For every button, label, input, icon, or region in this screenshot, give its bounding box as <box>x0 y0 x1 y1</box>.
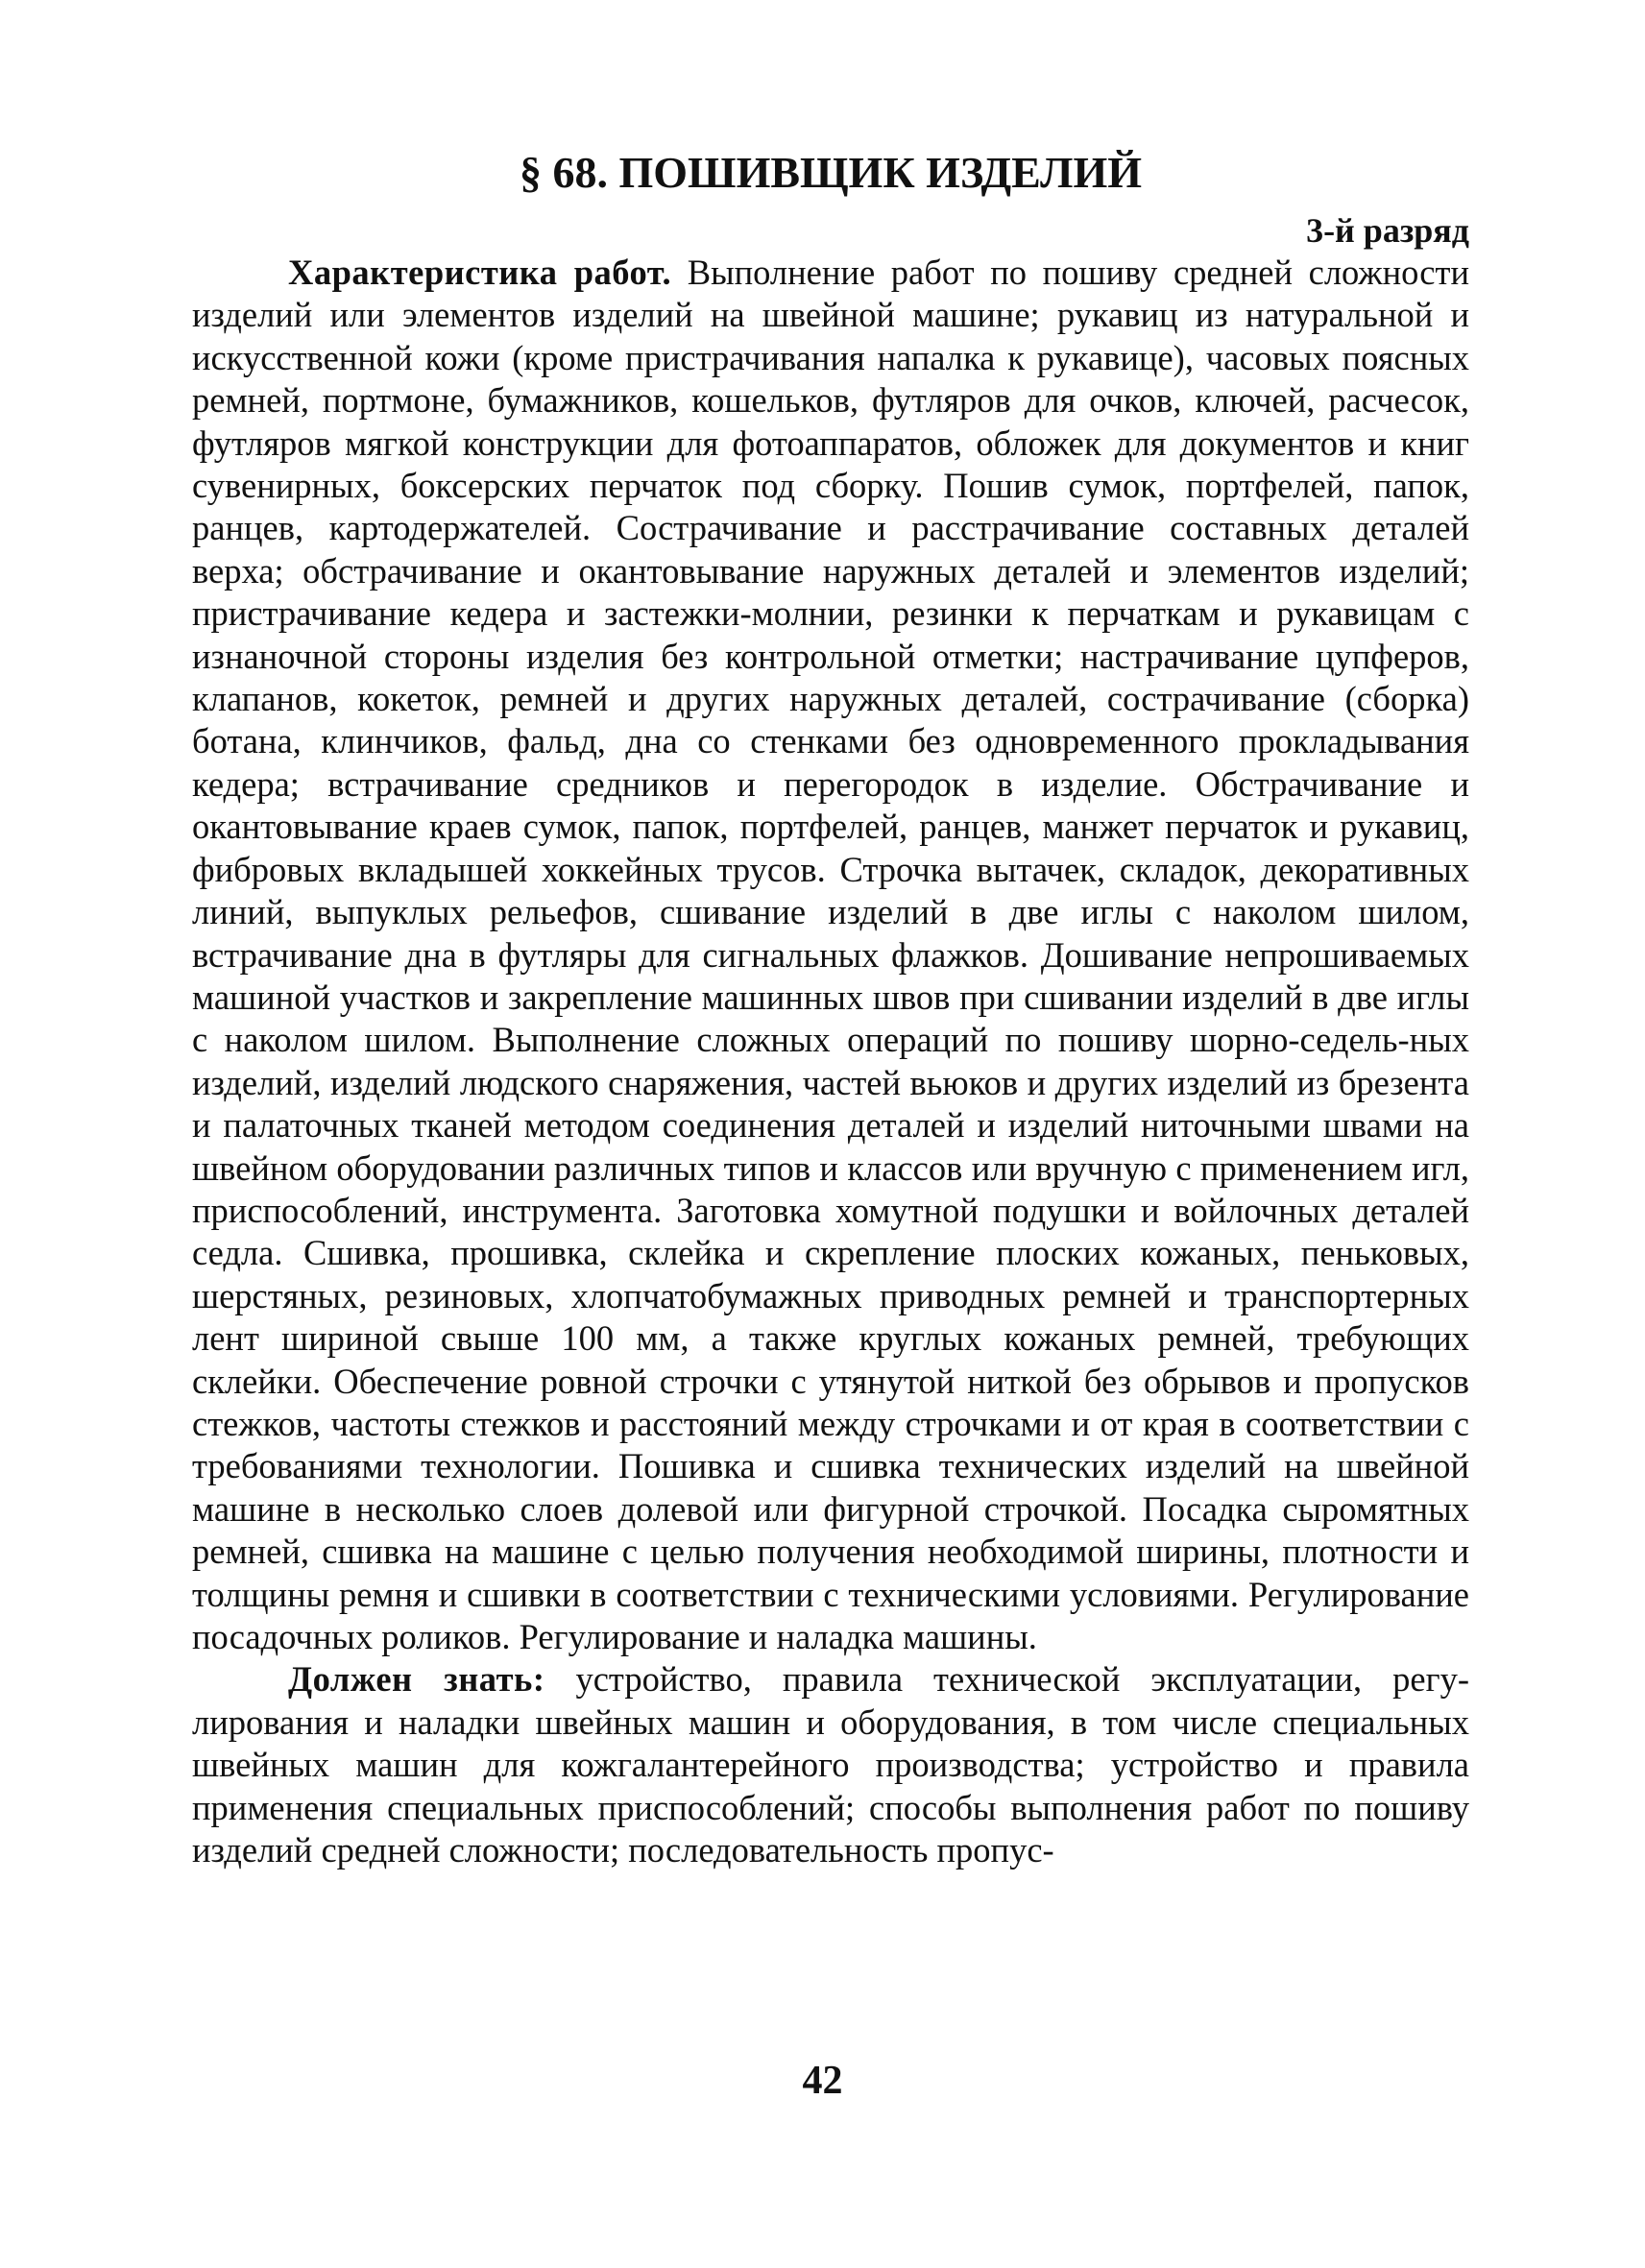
paragraph-text: Выполнение работ по пошиву средней сложности изделий или элементов изделий на швейной машине; рукавиц из натуральной и искусственной кожи (кроме пристрачивания напалка к рукавице), часовых поясных ремней, портмоне, бумажников, кошельков, футляров для очков, ключей, расчесок, футляров мягкой конструкции для фотоаппаратов, обложек для документов и книг сувенирных, боксерских перчаток под сборку. Пошив сумок, портфелей, папок, ранцев, картодержателей. Сострачивание и расстрачивание составных деталей верха; обстрачивание и окантовывание наружных деталей и элементов изделий; пристрачивание кедера и застежки-молнии, резинки к перчаткам и рукавицам с изнаночной стороны изделия без контрольной отметки; настрачивание цупферов, клапанов, кокеток, ремней и других наружных деталей, сострачивание (сборка) ботана, клинчиков, фальд, дна со стенками без одновременного прокладывания кедера; встрачивание средников и перегородок в изделие. Обстрачивание и окантовывание краев сумок, папок, портфелей, ранцев, манжет перчаток и рукавиц, фибровых вкладышей хоккейных трусов. Строчка вытачек, складок, декоративных линий, выпуклых рельефов, сшивание изделий в две иглы с наколом шилом, встрачивание дна в футляры для сигнальных флажков. Дошивание непрошиваемых машиной участков и закрепление машинных швов при сшивании изделий в две иглы с наколом шилом. Выполнение сложных операций по пошиву шорно-седель-ных изделий, изделий людского снаряжения, частей вьюков и других изделий из брезента и палаточных тканей методом соединения деталей и изделий ниточными швами на швейном оборудовании различных типов и классов или вручную с применением игл, приспособлений, инструмента. Заготовка хомутной подушки и войлочных деталей седла. Сшивка, прошивка, склейка и скрепление плоских кожаных, пеньковых, шерстяных, резиновых, хлопчатобумажных приводных ремней и транспортерных лент шириной свыше 100 мм, а также круглых кожаных ремней, требующих склейки. Обеспечение ровной строчки с утянутой ниткой без обрывов и пропусков стежков, частоты стежков и расстояний между строчками и от края в соответствии с требованиями технологии. Пошивка и сшивка технических изделий на швейной машине в несколько слоев долевой или фигурной строчкой. Посадка сыромятных ремней, сшивка на машине с целью получения необходимой ширины, плотности и толщины ремня и сшивки в соответствии с техническими условиями. Регулирование посадочных роликов. Регулирование и наладка машины. <box>192 253 1469 1656</box>
paragraph-text: устройство, правила технической эксплуатации, регулирования и наладки швейных машин и оборудования, в том числе специальных швейных машин для кожгалантерейного производства; устройство и правила применения специальных приспособлений; способы выполнения работ по пошиву изделий средней сложности; последовательность пропус- <box>192 1659 1469 1870</box>
document-page <box>192 144 1469 1871</box>
paragraph-lead: Должен знать: <box>288 1659 545 1700</box>
paragraph-must-know <box>192 1658 1469 1871</box>
section-title: § 68. ПОШИВЩИК ИЗДЕЛИЙ <box>520 148 1142 197</box>
page-number: 42 <box>802 2059 843 2103</box>
paragraph-work-characteristics <box>192 252 1469 1658</box>
grade-label: 3-й разряд <box>1306 211 1469 250</box>
paragraph-lead: Характеристика работ. <box>288 253 672 292</box>
